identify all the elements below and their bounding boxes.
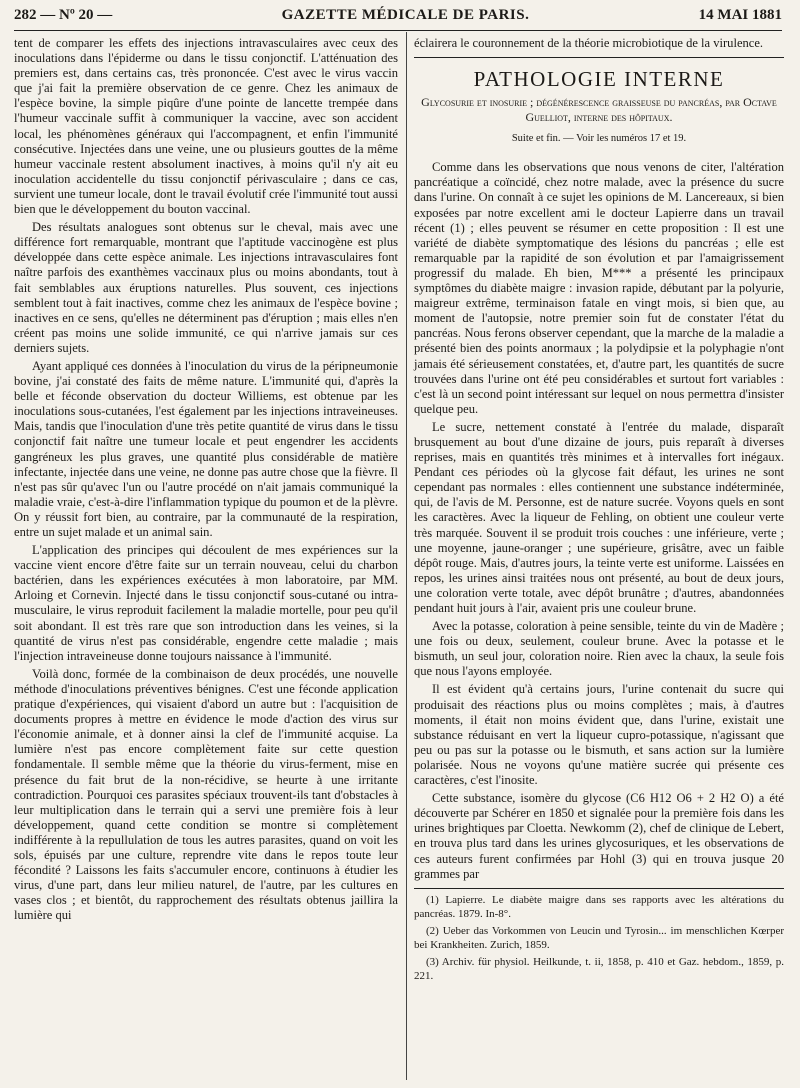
paragraph: Ayant appliqué ces données à l'inoculation du virus de la péripneumonie bovine, j'ai constaté des faits de même nature. L'immunité qui, d'après la belle et féconde observation du docteur Williems, est obtenue par les inoculations sous-cutanées, l'est également par les injections intraveineuses. Mais, tandis que l'inoculation d'une très petite quantité de virus dans le tissu conjonctif fait naître une tumeur locale et peut engendrer les accidents gangréneux les plus graves, une quantité plus considérable de matière infectante, injectée dans une veine, ne donne pas autre chose que la fièvre. Il n'est pas sûr qu'avec l'un ou l'autre procédé on n'ait jamais communiqué la maladie vraie, c'est-à-dire l'inflammation typique du poumon et de la plèvre. On y réussit fort bien, au contraire, par la communauté de la respiration, entre un sujet malade et un animal sain. — [14, 358, 398, 539]
paragraph: Avec la potasse, coloration à peine sensible, teinte du vin de Madère ; une fois ou deux, seulement, couleur brune. Avec la potasse et le bismuth, un seul jour, coloration noire. Rien avec la chaux, la seule fois que nous l'ayons employée. — [414, 619, 784, 679]
page-number: 282 — Nº 20 — — [14, 6, 113, 23]
paragraph-continuation: éclairera le couronnement de la théorie microbiotique de la virulence. — [414, 36, 764, 50]
article-subtitle: Glycosurie et inosurie ; dégénérescence graisseuse du pancréas, par Octave Guelliot, interne des hôpitaux. — [421, 95, 777, 125]
paragraph: Des résultats analogues sont obtenus sur le cheval, mais avec une différence fort remarquable, montrant que l'aptitude vaccinogène est plus développée dans cette espèce animale. Les injections intravasculaires font naître parfois des exanthèmes vaccinaux plus ou moins abondants, tout à fait semblables aux éruptions naturelles. Plus souvent, ces injections semblent tout à fait inactives, comme chez les animaux de l'espèce bovine ; inactives en ce sens, qu'elles ne déterminent pas d'éruption ; mais elles n'en créent pas moins une solide immunité, ce qui n'arrive jamais sur ces derniers sujets. — [14, 220, 398, 355]
paragraph: L'application des principes qui découlent de mes expériences sur la vaccine vient encore d'être faite sur un terrain nouveau, celui du charbon bactérien, dans les expériences exécutées à mon laboratoire, par MM. Arloing et Cornevin. Injecté dans le tissu conjonctif sous-cutané ou intra-musculaire, le virus reproduit facilement la maladie mortelle, pour peu qu'il soit abondant. Il est très rare que son introduction dans les veines, si la quantité de virus n'est pas considérable, engendre cette maladie ; mais l'injection intraveineuse donne toujours naissance à l'immunité. — [14, 543, 398, 663]
journal-title: GAZETTE MÉDICALE DE PARIS. — [281, 6, 530, 23]
paragraph: Voilà donc, formée de la combinaison de deux procédés, une nouvelle méthode d'inoculations préventives bénignes. C'est une féconde application pratique d'expériences, qui visaient d'abord un autre but : l'acquisition de documents propres à mettre en évidence le mode d'action des virus sur l'économie animale, et à donner ainsi la clef de l'immunité acquise. La lumière n'est pas encore complètement faite sur cette question fondamentale. Il semble même que la théorie du virus-ferment, mise en présence du fait brut de la non-récidive, se heurte à une irritante contradiction. Pourquoi ces parasites spéciaux trouvent-ils tant d'obstacles à leur multiplication dans le terrain qui a servi une première fois à leur développement, quand cette condition se montre si complètement indifférente à la repullulation de tous les autres parasites, quand on voit les sols, épuisés par une culture, reprendre vite dans le repos toute leur fécondité ? Laissons les faits s'accumuler encore, continuons à étudier les virus, d'une part, dans leur milieu naturel, de l'autre, par les cultures en vases clos ; et bientôt, du rapprochement des résultats obtenus jaillira la lumière qui — [14, 666, 398, 923]
footnote: (2) Ueber das Vorkommen von Leucin und Tyrosin... im menschlichen Kœrper bei Krankheiten. Zurich, 1859. — [414, 924, 784, 951]
article-subnote: Suite et fin. — Voir les numéros 17 et 19. — [511, 133, 687, 145]
header-rule — [14, 30, 782, 31]
page-header — [14, 2, 782, 28]
issue-date: 14 MAI 1881 — [698, 6, 782, 23]
column-divider — [406, 32, 407, 1080]
section-title: PATHOLOGIE INTERNE — [473, 67, 725, 92]
paragraph: tent de comparer les effets des injections intravasculaires avec ceux des inoculations dans l'épiderme ou dans le tissu conjonctif. L'atténuation des premiers est, dans certains cas, très prononcée. C'est avec le virus vaccin que j'ai fait la première observation de ce genre. Chez les animaux de l'espèce bovine, la simple piqûre d'une pointe de lancette trempée dans l'humeur vaccinale suffit à communiquer la vaccine, avec son accident local, les phénomènes généraux qui l'accompagnent, et enfin l'immunité consécutive. Injectées dans une veine, une ou plusieurs gouttes de la même humeur vaccinale restent absolument inactives, à moins qu'il n'y ait eu inoculation accidentelle du tissu conjonctif périvasculaire ; dans ce cas, survient une tumeur locale, dont le travail évolutif crée l'immunité tout aussi bien que le développement du bouton vaccinal. — [14, 36, 398, 217]
footnotes — [414, 888, 784, 983]
right-column — [414, 36, 784, 983]
paragraph: Cette substance, isomère du glycose (C6 H12 O6 + 2 H2 O) a été découverte par Schérer en 1850 et signalée pour la première fois dans les urines brightiques par Cloetta. Newkomm (2), chef de clinique de Lebert, en trouva plus tard dans les urines glycosuriques, et les observations de ces auteurs furent confirmées par Hohl (3) qui en trouva jusque 20 grammes par — [414, 791, 784, 881]
paragraph: Comme dans les observations que nous venons de citer, l'altération pancréatique a coïncidé, chez notre malade, avec la présence du sucre dans l'urine. On connaît à ce sujet les opinions de M. Lancereaux, si bien exposées par notre excellent ami le docteur Lapierre dans un travail récent (1) ; elles peuvent se résumer en cette proposition : Il est une variété de diabète symptomatique des lésions du pancréas ; elle est remarquable par la rapidité de son évolution et par l'amaigrissement progressif du malade. Eh bien, M*** a présenté les principaux symptômes du diabète maigre : invasion rapide, débutant par la polyurie, maigreur extrême, terminaison fatale en vingt mois, si bien que, au moment de l'autopsie, notre premier soin fut de constater l'état du pancréas. Nous ferons observer cependant, que la marche de la maladie a présenté bien des points anormaux ; la polydipsie et la polyphagie n'ont jamais été sérieusement constatées, et, d'autre part, les quantités de sucre trouvées dans l'urine ont été peu considérables et surtout fort variables : c'est là un second point intéressant sur lequel on nous permettra d'insister quelque peu. — [414, 160, 784, 416]
footnote: (1) Lapierre. Le diabète maigre dans ses rapports avec les altérations du pancréas. 1879. In-8°. — [414, 893, 784, 920]
paragraph: Il est évident qu'à certains jours, l'urine contenait du sucre qui produisait des réactions plus ou moins complètes ; mais, à d'autres moments, il était non moins évident que, dans l'urine, existait une substance réduisant en vert la liqueur cupro-potassique, n'agissant que peu ou pas sur la potasse ou le bismuth, et sans action sur la lumière polarisée. Nous ne voyons qu'une matière sucrée qui présente ces caractères, c'est l'inosite. — [414, 682, 784, 788]
footnote: (3) Archiv. für physiol. Heilkunde, t. ii, 1858, p. 410 et Gaz. hebdom., 1859, p. 221. — [414, 955, 784, 982]
section-rule — [414, 57, 784, 58]
paragraph: Le sucre, nettement constaté à l'entrée du malade, disparaît brusquement au bout d'une dizaine de jours, puis reparaît à diverses reprises, mais en quantités très minimes et à intervalles fort inégaux. Pendant ces périodes où la glycose fait défaut, les urines ne sont cependant pas normales : elles contiennent une substance indéterminée, qui, de l'avis de M. Personne, est de nature sucrée. Voyons quels en sont les caractères. Avec la liqueur de Fehling, on obtient une couleur verte très marquée. Souvent il se produit trois couches : une inférieure, verte ; une moyenne, jaune-oranger ; une supérieure, grisâtre, avec un faible dépôt rouge. Mais, d'autres jours, la teinte verte est uniforme. Laissées en repos, les urines ainsi traitées nous ont présenté, au bout de deux jours, une coloration verte totale, avec dépôt brunâtre ; d'autres, abandonnées pendant huit jours à l'air, avaient pris une couleur brune. — [414, 419, 784, 615]
left-column — [14, 36, 398, 923]
